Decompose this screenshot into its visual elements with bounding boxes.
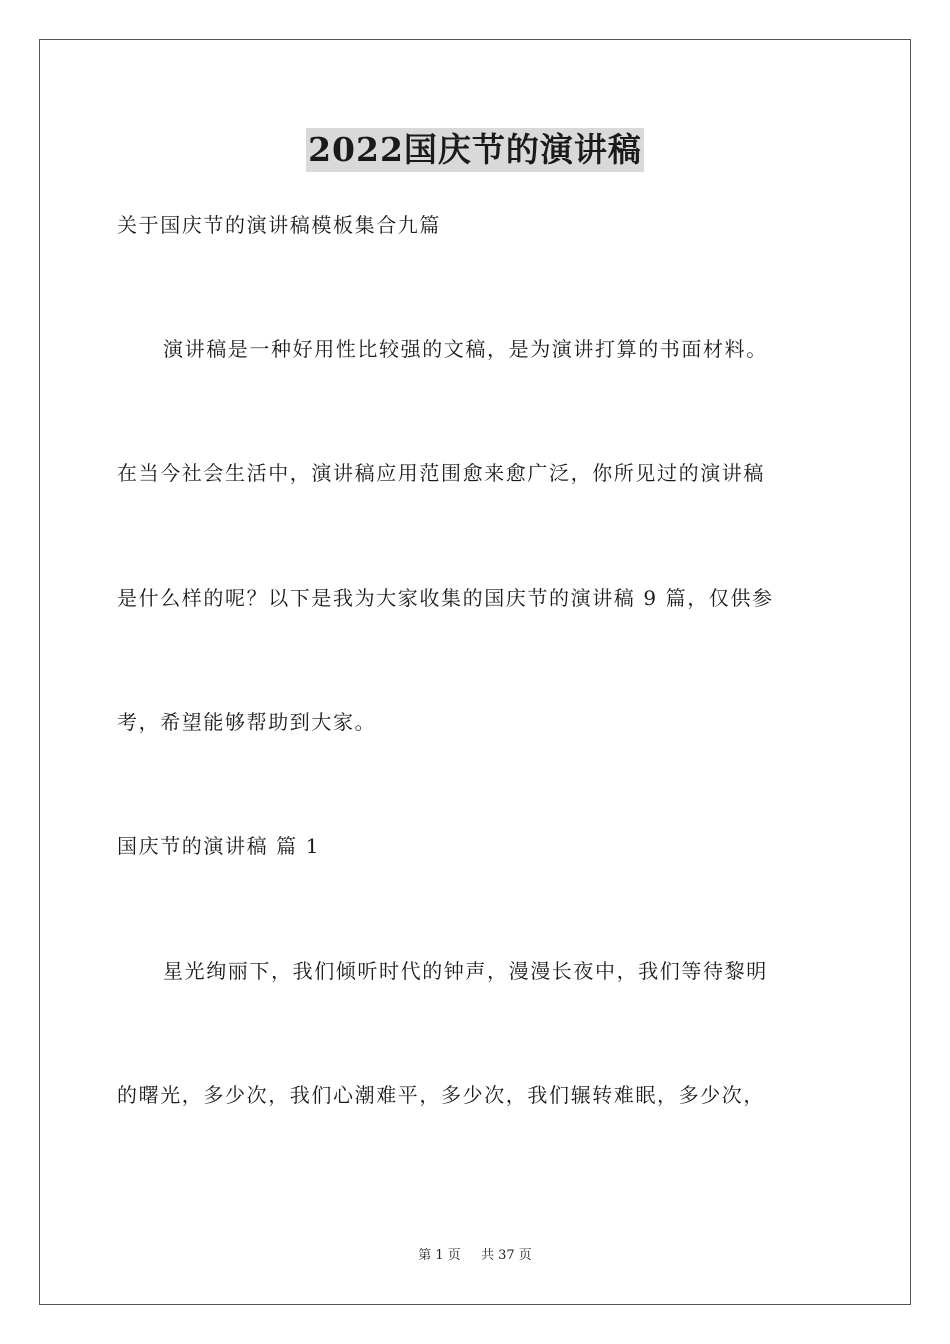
page-number-total: 共 37 页 xyxy=(480,1248,532,1263)
document-title: 2022国庆节的演讲稿 xyxy=(306,128,644,172)
paragraph-line: 在当今社会生活中，演讲稿应用范围愈来愈广泛，你所见过的演讲稿 xyxy=(117,461,765,485)
paragraph-line: 考，希望能够帮助到大家。 xyxy=(117,710,377,734)
document-title-row xyxy=(0,128,950,178)
section-heading: 国庆节的演讲稿 篇 1 xyxy=(117,834,321,858)
paragraph-line: 的曙光，多少次，我们心潮难平，多少次，我们辗转难眠，多少次， xyxy=(117,1083,765,1107)
page-number-current: 第 1 页 xyxy=(418,1248,461,1263)
page-footer xyxy=(0,1247,950,1265)
paragraph-line: 是什么样的呢？以下是我为大家收集的国庆节的演讲稿 9 篇，仅供参 xyxy=(117,586,774,610)
paragraph-line: 星光绚丽下，我们倾听时代的钟声，漫漫长夜中，我们等待黎明 xyxy=(163,959,768,983)
paragraph-line: 演讲稿是一种好用性比较强的文稿，是为演讲打算的书面材料。 xyxy=(163,337,768,361)
subtitle-line: 关于国庆节的演讲稿模板集合九篇 xyxy=(117,213,441,237)
